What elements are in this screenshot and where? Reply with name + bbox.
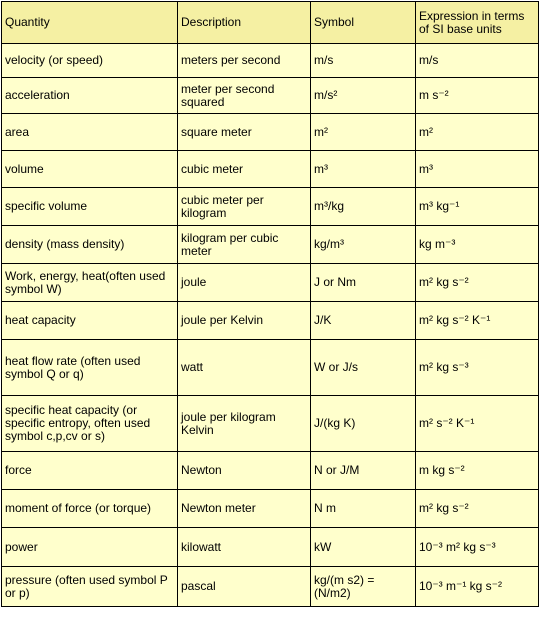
quantity-cell: acceleration	[2, 78, 178, 114]
table-row	[2, 78, 539, 114]
expression-cell: m² kg s⁻²	[416, 264, 539, 302]
symbol-cell: m²	[311, 114, 416, 151]
quantity-cell: density (mass density)	[2, 226, 178, 264]
description-cell: pascal	[178, 567, 311, 607]
description-cell: joule per Kelvin	[178, 302, 311, 340]
symbol-cell: kW	[311, 528, 416, 567]
description-cell: joule per kilogram Kelvin	[178, 396, 311, 452]
table-row	[2, 302, 539, 340]
quantity-cell: area	[2, 114, 178, 151]
symbol-cell: J/K	[311, 302, 416, 340]
quantity-cell: volume	[2, 151, 178, 188]
table-row	[2, 188, 539, 226]
description-cell: square meter	[178, 114, 311, 151]
table-row	[2, 226, 539, 264]
symbol-cell: kg/(m s2) = (N/m2)	[311, 567, 416, 607]
description-cell: meter per second squared	[178, 78, 311, 114]
quantity-cell: power	[2, 528, 178, 567]
quantity-cell: heat capacity	[2, 302, 178, 340]
expression-cell: m² kg s⁻² K⁻¹	[416, 302, 539, 340]
table-row	[2, 114, 539, 151]
expression-cell: kg m⁻³	[416, 226, 539, 264]
table-row	[2, 452, 539, 490]
quantity-cell: pressure (often used symbol P or p)	[2, 567, 178, 607]
expression-cell: 10⁻³ m⁻¹ kg s⁻²	[416, 567, 539, 607]
description-cell: kilogram per cubic meter	[178, 226, 311, 264]
quantity-cell: moment of force (or torque)	[2, 490, 178, 528]
quantity-cell: Work, energy, heat(often used symbol W)	[2, 264, 178, 302]
symbol-cell: N m	[311, 490, 416, 528]
description-cell: cubic meter	[178, 151, 311, 188]
symbol-cell: m³/kg	[311, 188, 416, 226]
symbol-cell: J/(kg K)	[311, 396, 416, 452]
quantity-cell: heat flow rate (often used symbol Q or q)	[2, 340, 178, 396]
expression-cell: m³	[416, 151, 539, 188]
header-expression: Expression in terms of SI base units	[416, 2, 539, 44]
symbol-cell: m³	[311, 151, 416, 188]
description-cell: joule	[178, 264, 311, 302]
table-row	[2, 567, 539, 607]
description-cell: Newton meter	[178, 490, 311, 528]
quantity-cell: specific heat capacity (or specific entropy, often used symbol c,p,cv or s)	[2, 396, 178, 452]
quantity-cell: velocity (or speed)	[2, 44, 178, 78]
table-header	[2, 2, 539, 44]
expression-cell: 10⁻³ m² kg s⁻³	[416, 528, 539, 567]
header-symbol: Symbol	[311, 2, 416, 44]
table-row	[2, 264, 539, 302]
expression-cell: m³ kg⁻¹	[416, 188, 539, 226]
header-description: Description	[178, 2, 311, 44]
symbol-cell: W or J/s	[311, 340, 416, 396]
expression-cell: m/s	[416, 44, 539, 78]
symbol-cell: m/s	[311, 44, 416, 78]
quantity-cell: force	[2, 452, 178, 490]
description-cell: watt	[178, 340, 311, 396]
table-row	[2, 44, 539, 78]
symbol-cell: kg/m³	[311, 226, 416, 264]
expression-cell: m²	[416, 114, 539, 151]
symbol-cell: J or Nm	[311, 264, 416, 302]
description-cell: meters per second	[178, 44, 311, 78]
table-row	[2, 151, 539, 188]
quantity-cell: specific volume	[2, 188, 178, 226]
table-row	[2, 490, 539, 528]
expression-cell: m s⁻²	[416, 78, 539, 114]
expression-cell: m² kg s⁻²	[416, 490, 539, 528]
si-units-table	[1, 1, 539, 607]
symbol-cell: m/s²	[311, 78, 416, 114]
header-quantity: Quantity	[2, 2, 178, 44]
expression-cell: m kg s⁻²	[416, 452, 539, 490]
description-cell: kilowatt	[178, 528, 311, 567]
description-cell: Newton	[178, 452, 311, 490]
header-row	[2, 2, 539, 44]
table-row	[2, 340, 539, 396]
symbol-cell: N or J/M	[311, 452, 416, 490]
expression-cell: m² s⁻² K⁻¹	[416, 396, 539, 452]
table-row	[2, 528, 539, 567]
table-row	[2, 396, 539, 452]
expression-cell: m² kg s⁻³	[416, 340, 539, 396]
table-body	[2, 44, 539, 607]
description-cell: cubic meter per kilogram	[178, 188, 311, 226]
